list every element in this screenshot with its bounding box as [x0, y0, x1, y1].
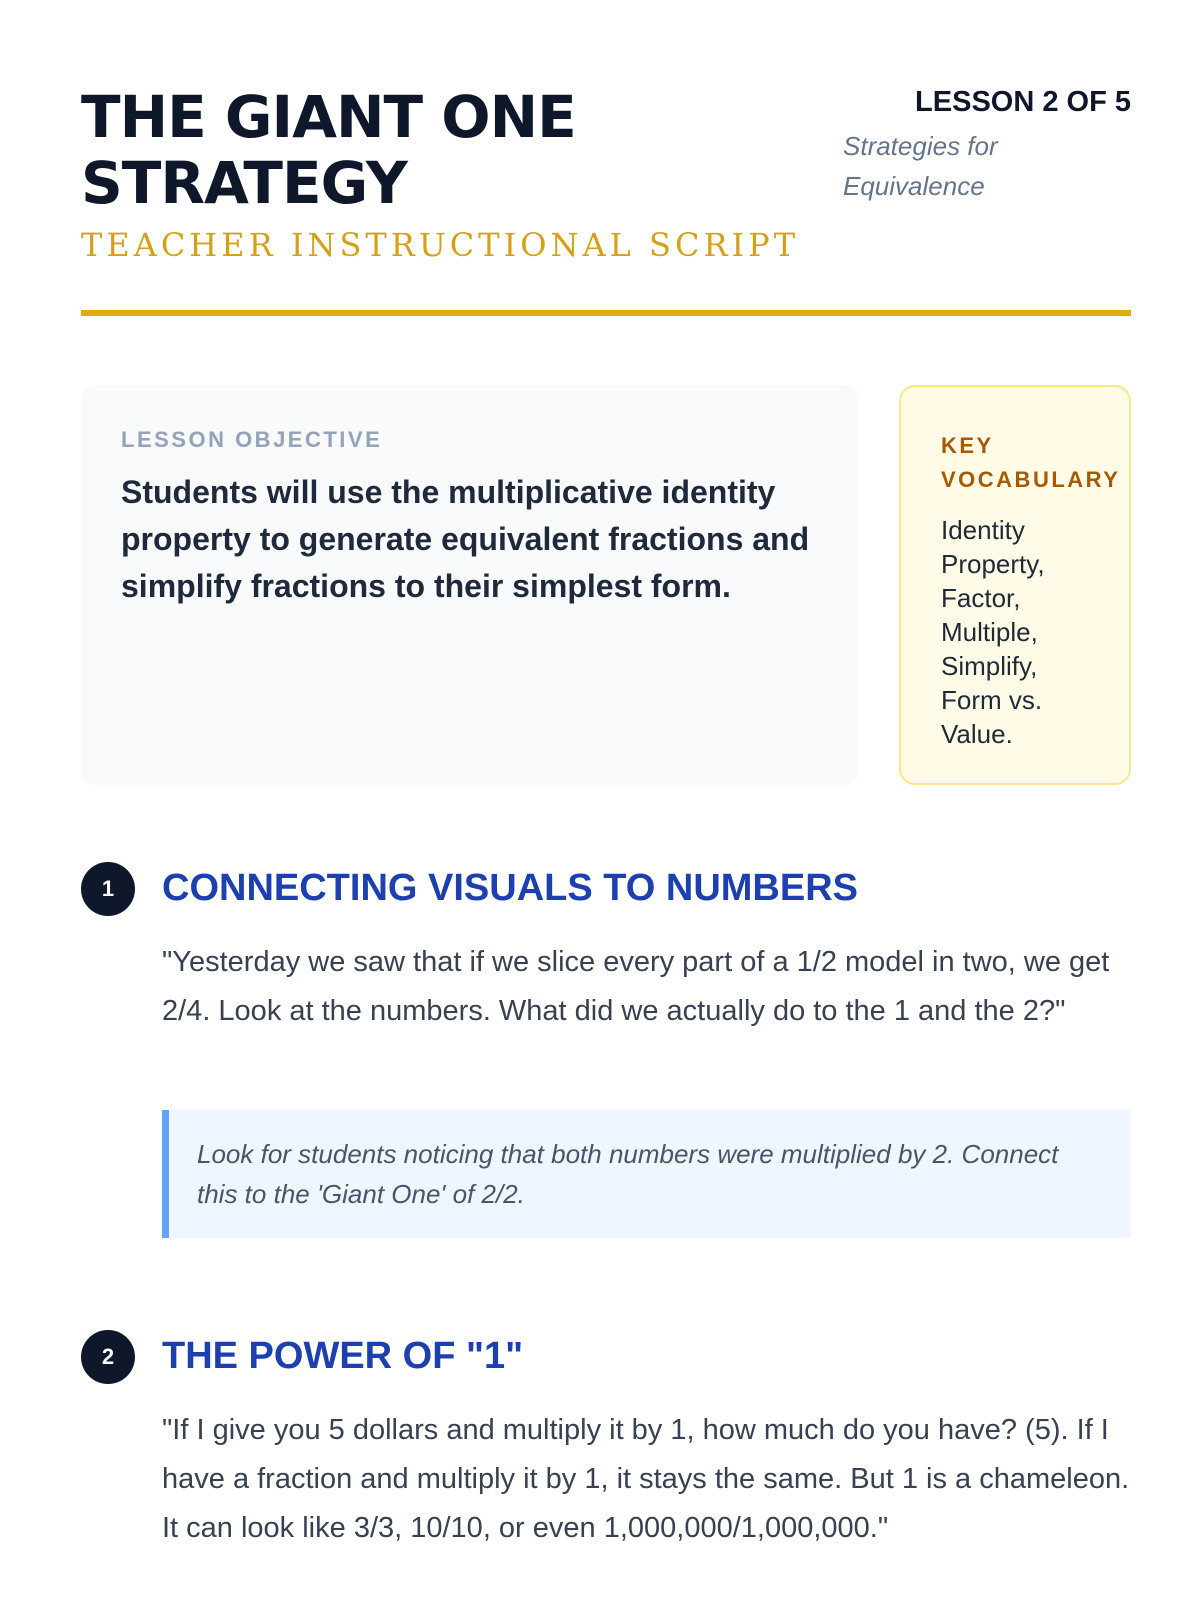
header-divider — [81, 310, 1131, 316]
section-title: THE POWER OF "1" — [162, 1335, 524, 1377]
page-header — [81, 80, 1131, 320]
objective-card — [81, 385, 859, 785]
vocabulary-label: KEY VOCABULARY — [941, 433, 1121, 492]
objective-text: Students will use the multiplicative identity property to generate equivalent fractions and simplify fractions to their simplest form. — [121, 474, 810, 604]
section-script-text: "Yesterday we saw that if we slice every part of a 1/2 model in two, we get 2/4. Look at the numbers. What did we actually do to the 1 and the 2?" — [162, 946, 1110, 1027]
lesson-subtitle: Strategies for Equivalence — [843, 131, 998, 201]
objective-label: LESSON OBJECTIVE — [121, 427, 383, 452]
lesson-page — [81, 0, 1131, 1600]
page-title: THE GIANT ONE STRATEGY — [81, 83, 576, 217]
section-connecting-visuals — [81, 862, 1131, 1272]
vocabulary-text: Identity Property, Factor, Multiple, Simplify, Form vs. Value. — [941, 515, 1045, 749]
section-number-badge: 2 — [81, 1330, 135, 1384]
lesson-number: LESSON 2 OF 5 — [915, 86, 1131, 118]
section-power-of-one — [81, 1330, 1131, 1590]
section-title: CONNECTING VISUALS TO NUMBERS — [162, 867, 859, 909]
section-number-badge: 1 — [81, 862, 135, 916]
page-subtitle: TEACHER INSTRUCTIONAL SCRIPT — [81, 226, 800, 264]
section-script-text: "If I give you 5 dollars and multiply it by 1, how much do you have? (5). If I have a fraction and multiply it by 1, it stays the same. But 1 is a chameleon. It can look like 3/3, 10/10, or even 1,000,000/1,000,000." — [162, 1414, 1130, 1544]
teacher-note: Look for students noticing that both numbers were multiplied by 2. Connect this to the 'Giant One' of 2/2. — [162, 1110, 1131, 1238]
vocabulary-card — [899, 385, 1131, 785]
